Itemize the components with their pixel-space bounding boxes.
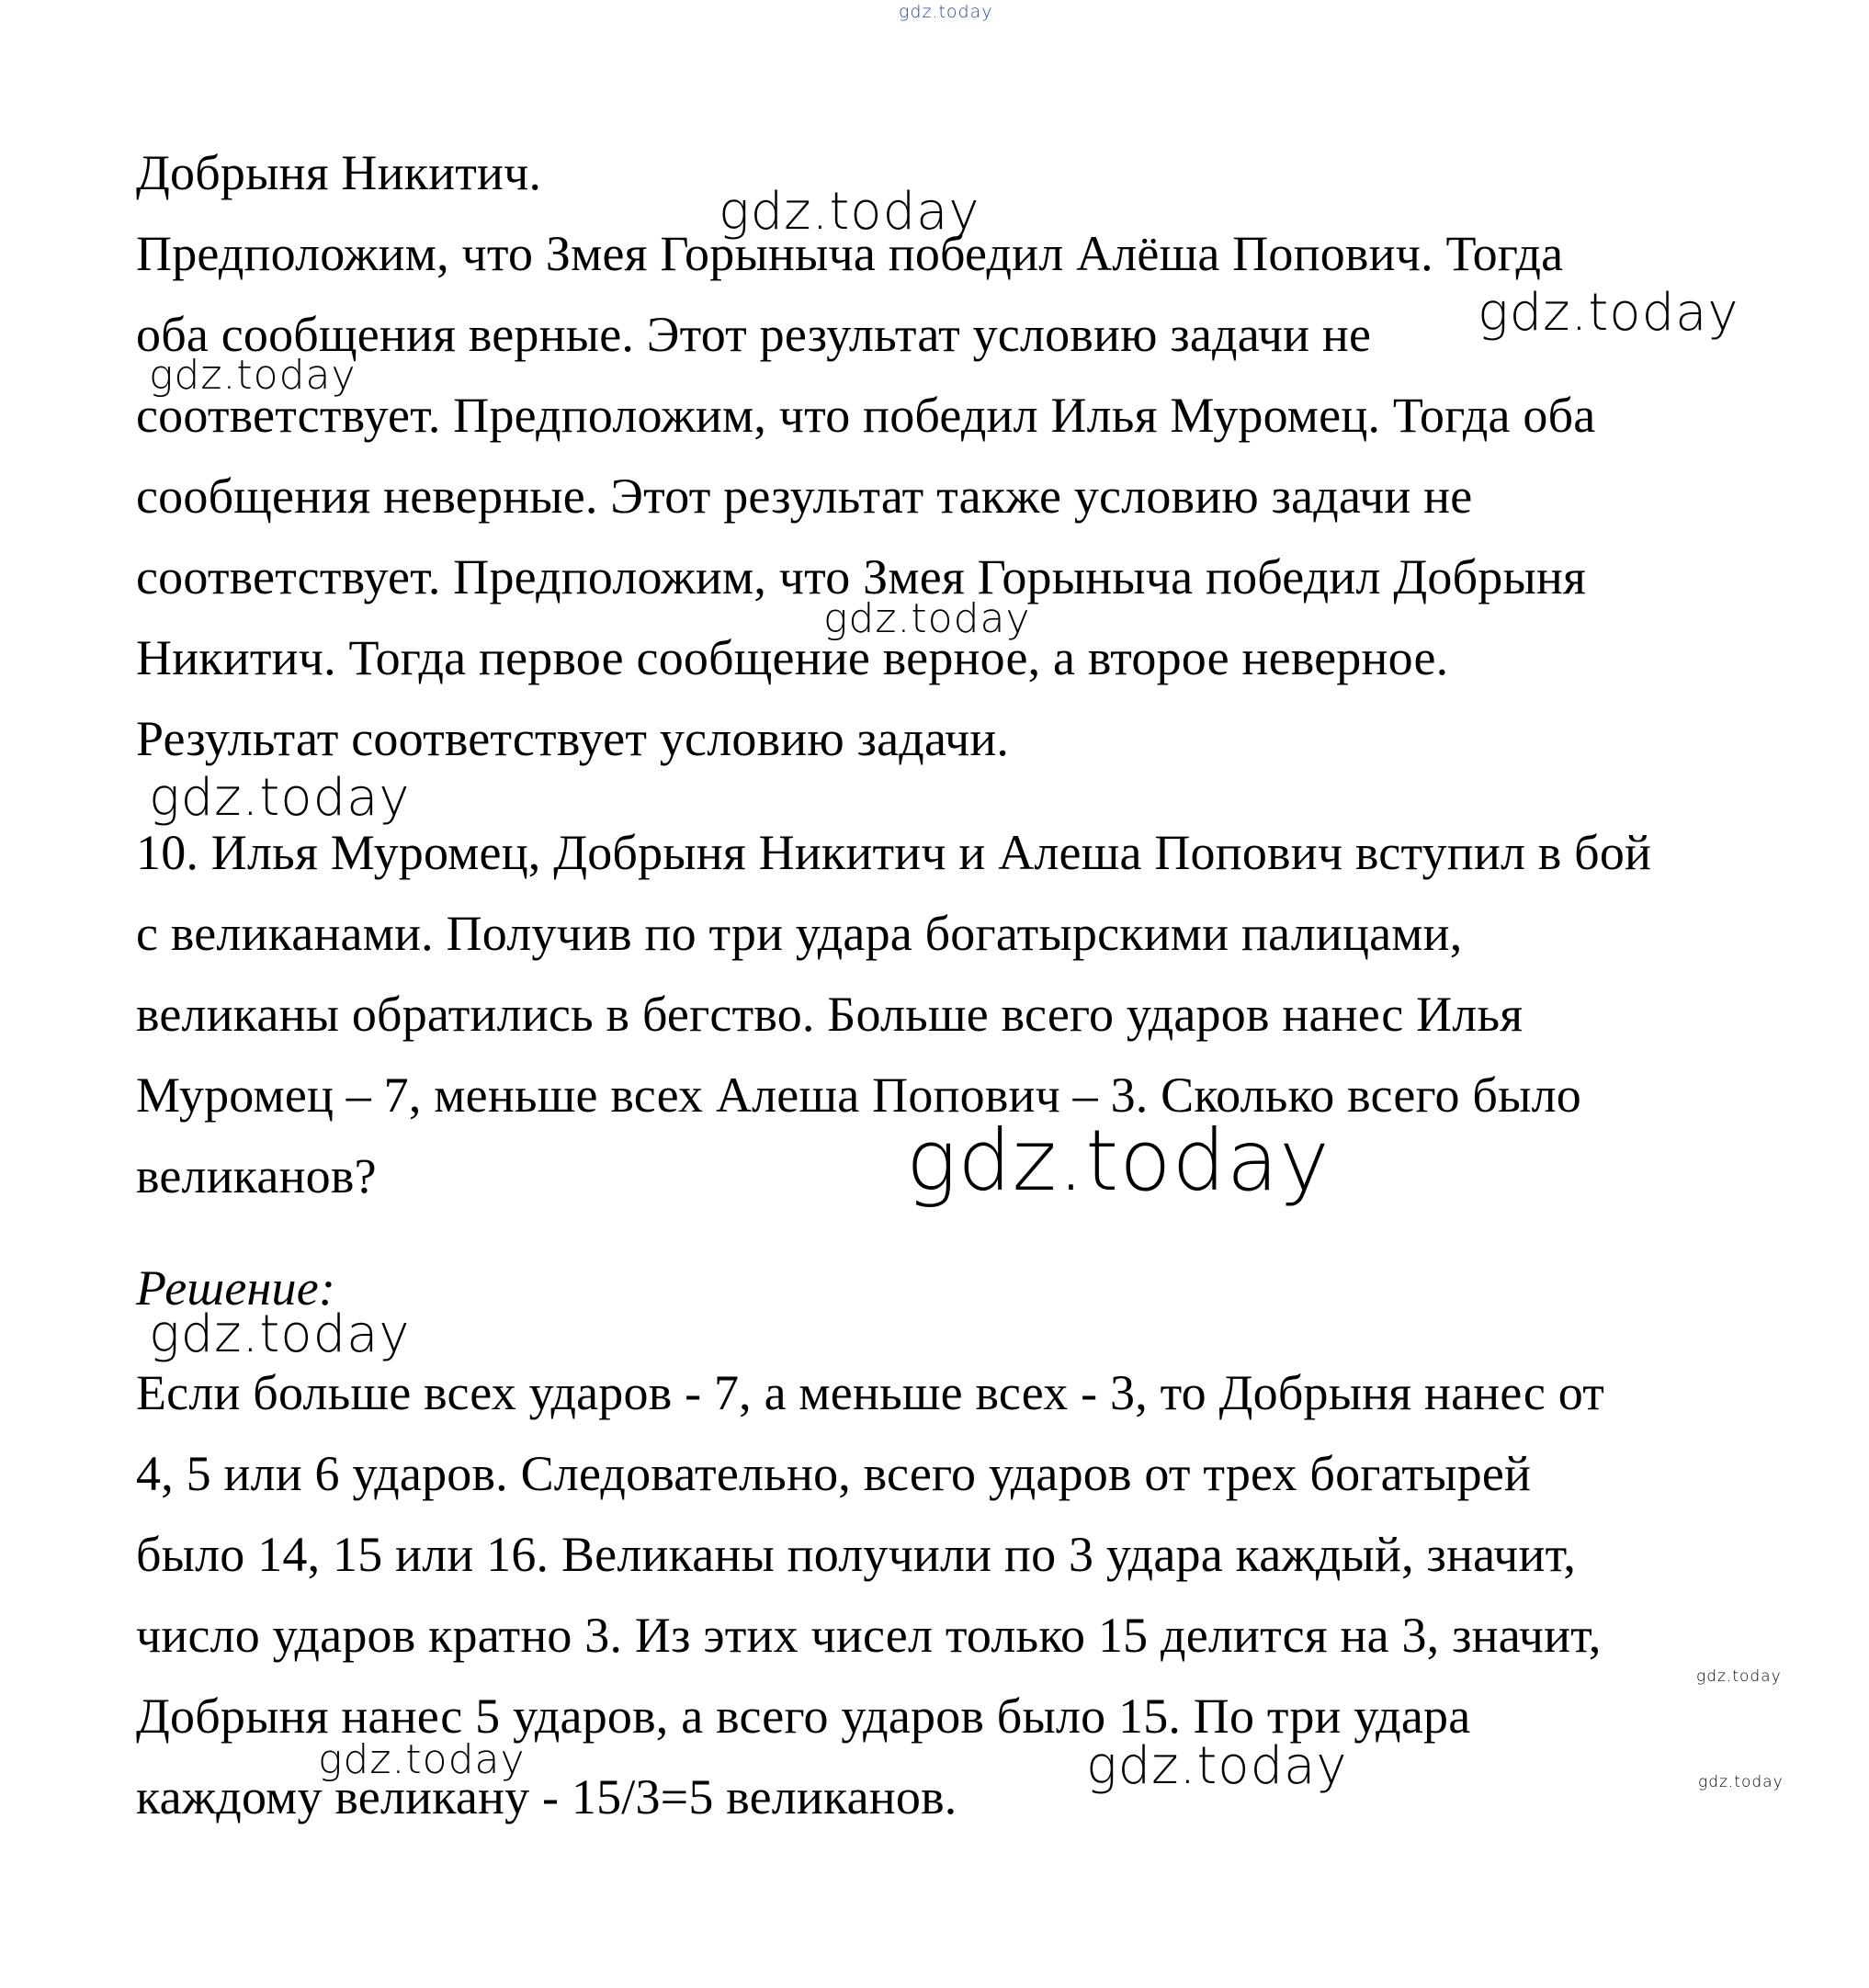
solution-line: каждому великану - 15/3=5 великанов. bbox=[136, 1769, 957, 1824]
watermark: gdz.today bbox=[1696, 1667, 1782, 1686]
text-line: Никитич. Тогда первое сообщение верное, а второе неверное. bbox=[136, 630, 1449, 685]
text-line: Результат соответствует условию задачи. bbox=[136, 711, 1010, 766]
watermark: gdz.today bbox=[318, 1736, 526, 1783]
problem-line: с великанами. Получив по три удара богатырскими палицами, bbox=[136, 906, 1463, 961]
solution-label: Решение: bbox=[136, 1260, 336, 1316]
watermark: gdz.today bbox=[899, 2, 993, 22]
text-line: соответствует. Предположим, что победил Илья Муромец. Тогда оба bbox=[136, 388, 1596, 443]
text-line: Добрыня Никитич. bbox=[136, 145, 542, 200]
watermark: gdz.today bbox=[823, 595, 1031, 642]
text-line: оба сообщения верные. Этот результат условию задачи не bbox=[136, 307, 1372, 362]
solution-line: Если больше всех ударов - 7, а меньше всех - 3, то Добрыня нанес от bbox=[136, 1365, 1605, 1420]
watermark: gdz.today bbox=[149, 352, 357, 399]
watermark: gdz.today bbox=[906, 1112, 1331, 1210]
watermark: gdz.today bbox=[719, 182, 980, 242]
solution-line: было 14, 15 или 16. Великаны получили по 3 удара каждый, значит, bbox=[136, 1527, 1577, 1582]
watermark: gdz.today bbox=[1698, 1773, 1784, 1791]
problem-line: Муромец – 7, меньше всех Алеша Попович – 3. Сколько всего было bbox=[136, 1067, 1581, 1123]
watermark: gdz.today bbox=[1478, 283, 1739, 343]
problem-line: великаны обратились в бегство. Больше всего ударов нанес Илья bbox=[136, 987, 1524, 1042]
solution-line: число ударов кратно 3. Из этих чисел только 15 делится на 3, значит, bbox=[136, 1608, 1602, 1663]
text-line: соответствует. Предположим, что Змея Горыныча победил Добрыня bbox=[136, 549, 1587, 604]
problem-line: великанов? bbox=[136, 1148, 377, 1203]
watermark: gdz.today bbox=[149, 768, 411, 828]
solution-line: Добрыня нанес 5 ударов, а всего ударов было 15. По три удара bbox=[136, 1689, 1471, 1744]
text-line: Предположим, что Змея Горыныча победил Алёша Попович. Тогда bbox=[136, 226, 1564, 281]
text-line: сообщения неверные. Этот результат также условию задачи не bbox=[136, 469, 1473, 524]
watermark: gdz.today bbox=[1086, 1736, 1348, 1796]
problem-line: 10. Илья Муромец, Добрыня Никитич и Алеша Попович вступил в бой bbox=[136, 825, 1652, 880]
watermark: gdz.today bbox=[149, 1305, 411, 1364]
solution-line: 4, 5 или 6 ударов. Следовательно, всего ударов от трех богатырей bbox=[136, 1446, 1532, 1501]
